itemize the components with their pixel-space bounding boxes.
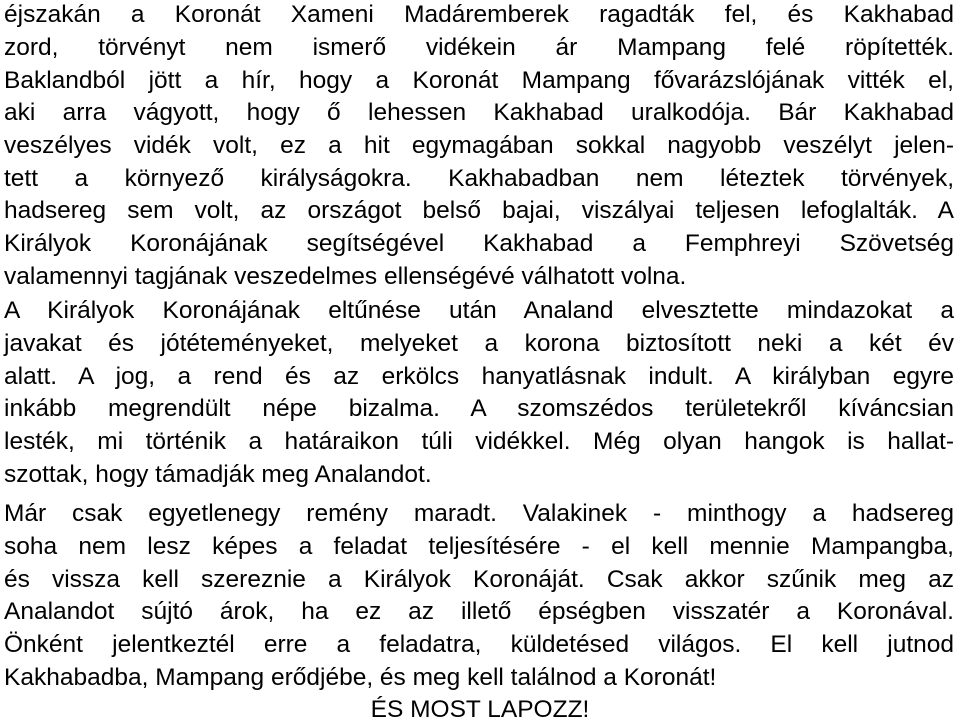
paragraph-1-line-2: zord, törvényt nem ismerő vidékein ár Mampang felé röpítették. — [4, 34, 954, 61]
paragraph-1-line-5: veszélyes vidék volt, ez a hit egymagában sokkal nagyobb veszélyt jelen- — [4, 132, 954, 159]
paragraph-1-line-8: Királyok Koronájának segítségével Kakhabad a Femphreyi Szövetség — [4, 230, 954, 257]
paragraph-2-line-4: inkább megrendült népe bizalma. A szomszédos területekről kíváncsian — [4, 395, 954, 422]
paragraph-2-line-5: lesték, mi történik a határaikon túli vidékkel. Még olyan hangok is hallat- — [4, 428, 954, 455]
paragraph-1-line-6: tett a környező királyságokra. Kakhabadban nem léteztek törvények, — [4, 165, 954, 192]
paragraph-2-line-1: A Királyok Koronájának eltűnése után Analand elvesztette mindazokat a — [4, 297, 954, 324]
paragraph-1-line-9: valamennyi tagjának veszedelmes ellenségévé válhatott volna. — [4, 263, 687, 290]
paragraph-3-line-1: Már csak egyetlenegy remény maradt. Valakinek - minthogy a hadsereg — [4, 500, 954, 527]
paragraph-1-line-3: Baklandból jött a hír, hogy a Koronát Mampang fővarázslójának vitték el, — [4, 67, 954, 94]
paragraph-3-line-2: soha nem lesz képes a feladat teljesítésére - el kell mennie Mampangba, — [4, 533, 954, 560]
paragraph-2-line-2: javakat és jótéteményeket, melyeket a korona biztosított neki a két év — [4, 330, 954, 357]
paragraph-1-line-1: éjszakán a Koronát Xameni Madáremberek ragadták fel, és Kakhabad — [4, 1, 954, 28]
paragraph-3-line-5: Önként jelentkeztél erre a feladatra, küldetésed világos. El kell jutnod — [4, 631, 954, 658]
closing-instruction: ÉS MOST LAPOZZ! — [370, 696, 590, 723]
paragraph-3-line-4: Analandot sújtó árok, ha ez az illető épségben visszatér a Koronával. — [4, 598, 954, 625]
paragraph-1-line-4: aki arra vágyott, hogy ő lehessen Kakhabad uralkodója. Bár Kakhabad — [4, 99, 954, 126]
paragraph-3-line-3: és vissza kell szereznie a Királyok Koronáját. Csak akkor szűnik meg az — [4, 566, 954, 593]
paragraph-3-line-6: Kakhabadba, Mampang erődjébe, és meg kell találnod a Koronát! — [4, 664, 717, 691]
paragraph-1-line-7: hadsereg sem volt, az országot belső bajai, viszályai teljesen lefoglalták. A — [4, 197, 954, 224]
paragraph-2-line-3: alatt. A jog, a rend és az erkölcs hanyatlásnak indult. A királyban egyre — [4, 363, 954, 390]
paragraph-2-line-6: szottak, hogy támadják meg Analandot. — [4, 461, 432, 488]
